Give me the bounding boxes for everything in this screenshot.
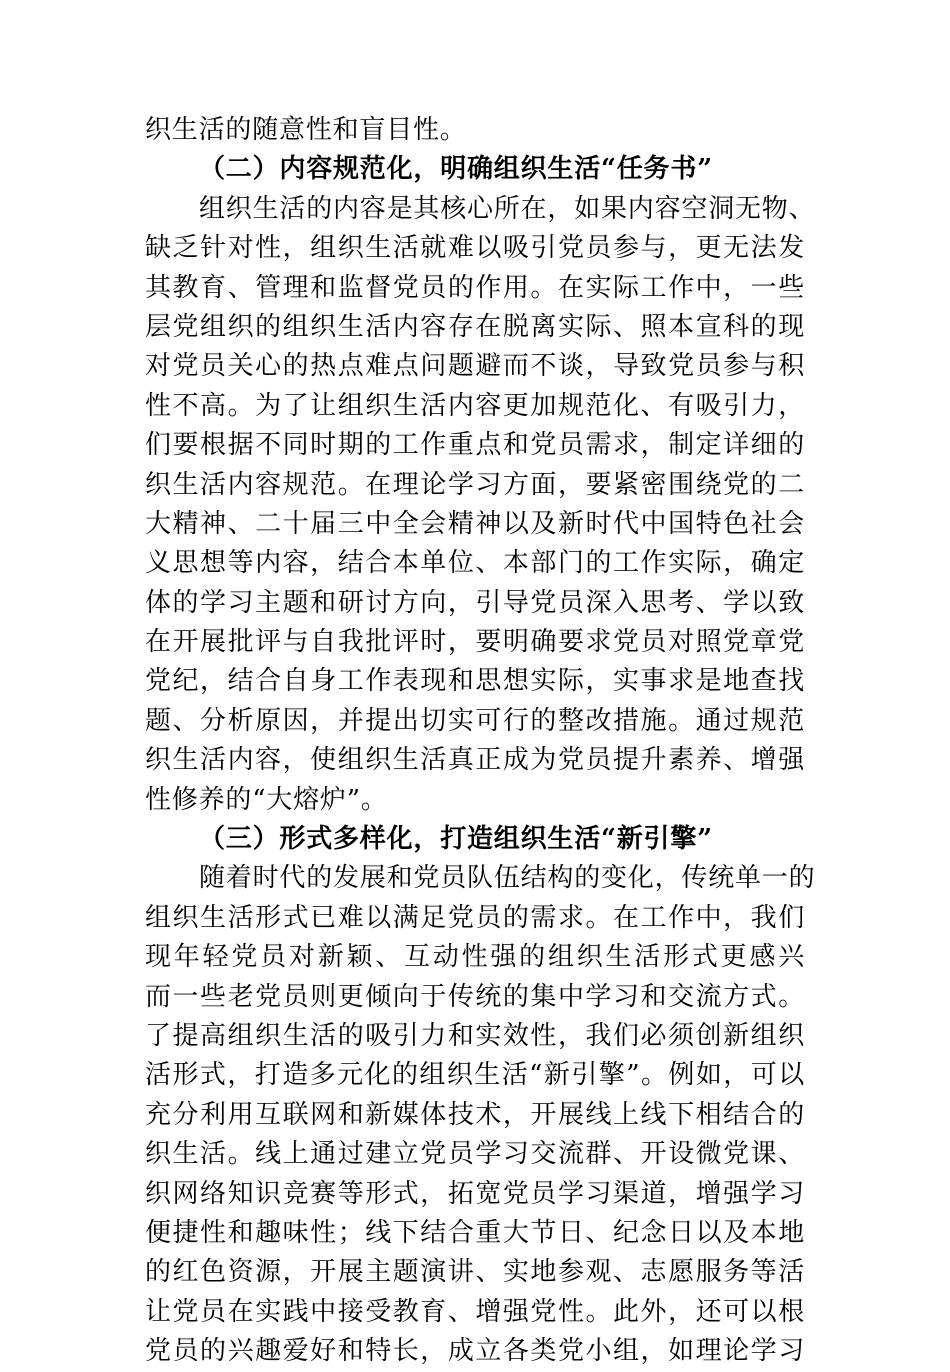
paragraph-first-line: 随着时代的发展和党员队伍结构的变化，传统单一的 xyxy=(199,863,816,894)
paragraph-first-line: 组织生活的内容是其核心所在，如果内容空洞无物、 xyxy=(199,193,816,224)
paragraph-line: 党纪，结合自身工作表现和思想实际，实事求是地查找 xyxy=(145,666,805,697)
paragraph-line: 们要根据不同时期的工作重点和党员需求，制定详细的 xyxy=(145,430,805,461)
paragraph-line: 了提高组织生活的吸引力和实效性，我们必须创新组织 xyxy=(145,1020,805,1051)
paragraph-line: 织生活。线上通过建立党员学习交流群、开设微党课、 xyxy=(145,1139,805,1170)
paragraph-line: 性修养的“大熔炉”。 xyxy=(145,784,388,815)
section-heading: （三）形式多样化，打造组织生活“新引擎” xyxy=(199,824,713,855)
paragraph-line: 让党员在实践中接受教育、增强党性。此外，还可以根 xyxy=(145,1296,805,1327)
paragraph-line: 义思想等内容，结合本单位、本部门的工作实际，确定 xyxy=(145,548,805,579)
paragraph-line: 对党员关心的热点难点问题避而不谈，导致党员参与积 xyxy=(145,351,805,382)
paragraph-line: 织生活的随意性和盲目性。 xyxy=(145,115,467,145)
paragraph-line: 织生活内容，使组织生活真正成为党员提升素养、增强 xyxy=(145,745,805,776)
paragraph-line: 的红色资源，开展主题演讲、实地参观、志愿服务等活 xyxy=(145,1257,805,1288)
paragraph-line: 层党组织的组织生活内容存在脱离实际、照本宣科的现 xyxy=(145,311,805,342)
paragraph-line: 充分利用互联网和新媒体技术，开展线上线下相结合的 xyxy=(145,1099,805,1130)
paragraph-line: 织生活内容规范。在理论学习方面，要紧密围绕党的二 xyxy=(145,469,805,500)
paragraph-line: 性不高。为了让组织生活内容更加规范化、有吸引力， xyxy=(145,390,805,421)
paragraph-line: 大精神、二十届三中全会精神以及新时代中国特色社会 xyxy=(145,508,805,539)
paragraph-line: 而一些老党员则更倾向于传统的集中学习和交流方式。 xyxy=(145,981,805,1012)
section-heading: （二）内容规范化，明确组织生活“任务书” xyxy=(199,154,713,185)
paragraph-line: 织网络知识竞赛等形式，拓宽党员学习渠道，增强学习 xyxy=(145,1178,805,1209)
paragraph-line: 组织生活形式已难以满足党员的需求。在工作中，我们 xyxy=(145,902,805,933)
paragraph-line: 便捷性和趣味性；线下结合重大节日、纪念日以及本地 xyxy=(145,1217,805,1248)
paragraph-line: 党员的兴趣爱好和特长，成立各类党小组，如理论学习 xyxy=(145,1336,805,1367)
paragraph-line: 体的学习主题和研讨方向，引导党员深入思考、学以致 xyxy=(145,587,805,618)
paragraph-line: 题、分析原因，并提出切实可行的整改措施。通过规范 xyxy=(145,705,805,736)
document-body xyxy=(145,111,816,1372)
paragraph-line: 在开展批评与自我批评时，要明确要求党员对照党章党 xyxy=(145,627,805,658)
paragraph-line: 活形式，打造多元化的组织生活“新引擎”。例如，可以 xyxy=(145,1060,805,1091)
paragraph-line: 现年轻党员对新颖、互动性强的组织生活形式更感兴 xyxy=(145,942,805,973)
paragraph-line: 缺乏针对性，组织生活就难以吸引党员参与，更无法发 xyxy=(145,233,805,264)
paragraph-line: 其教育、管理和监督党员的作用。在实际工作中，一些 xyxy=(145,272,805,303)
